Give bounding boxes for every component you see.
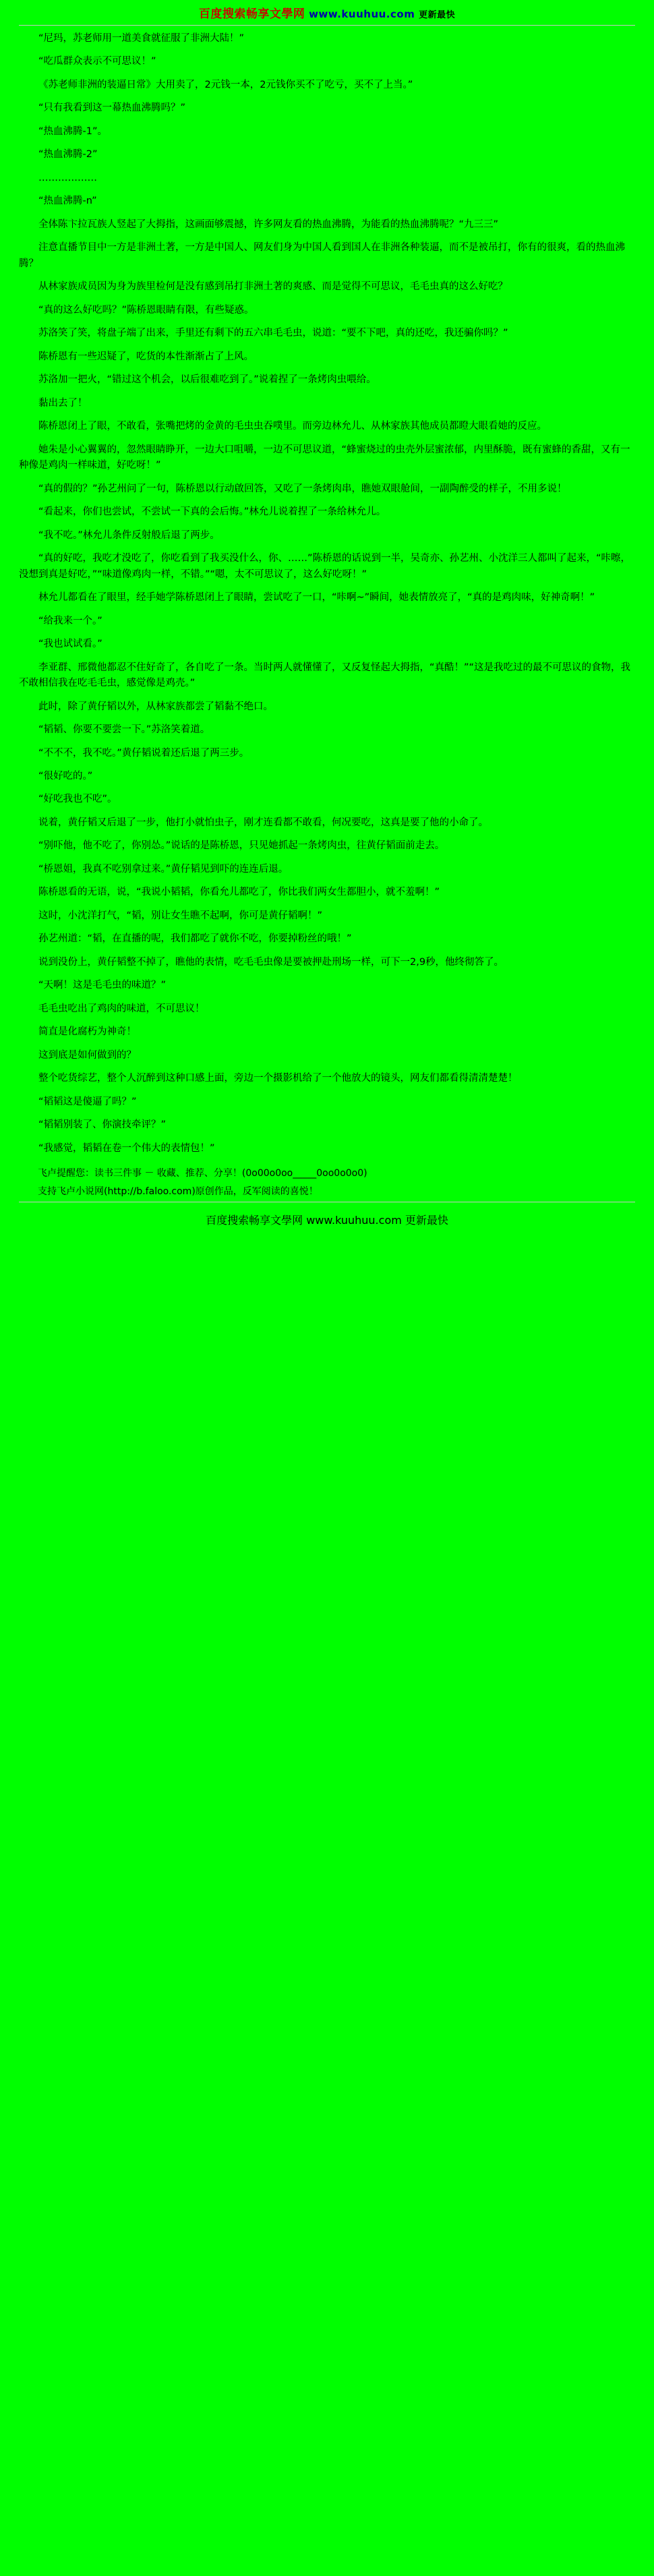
paragraph: ……………… xyxy=(38,172,97,183)
paragraph: “热血沸腾-1”。 xyxy=(38,125,107,137)
brand-tagline: 畅享文學网 xyxy=(245,7,305,21)
paragraph: “我不吃。”林允儿条件反射般后退了两步。 xyxy=(38,529,220,541)
paragraph: “热血沸腾-2” xyxy=(38,149,98,160)
paragraph: 《苏老师非洲的装逼日常》大用卖了，2元钱一本，2元钱你买不了吃亏，买不了上当。” xyxy=(38,79,413,90)
paragraph: “韬韬别装了、你演技牵评？” xyxy=(38,1119,167,1131)
paragraph: 苏洛加一把火，“错过这个机会，以后很难吃到了。”说着捏了一条烤肉虫喂给。 xyxy=(38,374,376,386)
paragraph: “热血沸腾-n” xyxy=(38,196,97,207)
paragraph: 陈桥恩有一些迟疑了，吃货的本性渐渐占了上风。 xyxy=(38,351,254,362)
paragraph: 说到没份上，黄仔韬整不掉了，瞧他的表情，吃毛毛虫像是要被押赴刑场一样，可下一2,9秒，他终彻答了。 xyxy=(38,956,504,968)
paragraph: “真的这么好吃吗？”陈桥恩眼睛有限，有些疑惑。 xyxy=(38,304,254,316)
reader-footer xyxy=(19,1166,635,1199)
paragraph: “好吃我也不吃”。 xyxy=(38,794,117,805)
paragraph: 她朱是小心翼翼的，忽然眼睛睁开，一边大口咀嚼，一边不可思议道，“蜂蜜烧过的虫壳外层蜜浓郁，内里酥脆，既有蜜蜂的香甜，又有一种像是鸡肉一样味道，好吃呀！” xyxy=(19,444,630,471)
paragraph: 林允儿都看在了眼里，经手她学陈桥恩闭上了眼睛，尝试吃了一口，“咔啊~”瞬间，她表情放亮了，“真的是鸡肉味，好神奇啊！” xyxy=(38,592,595,604)
paragraph: 简直是化腐朽为神奇！ xyxy=(38,1026,136,1038)
paragraph: “不不不，我不吃。”黄仔韬说着还后退了两三步。 xyxy=(38,747,249,759)
paragraph: 陈桥恩看的无语，说，“我说小韬韬，你看允儿都吃了，你比我们两女生都胆小，就不羞啊！” xyxy=(38,887,440,898)
bottom-banner xyxy=(19,1208,635,1230)
paragraph: 苏洛笑了笑，将盘子端了出来，手里还有剩下的五六串毛毛虫，说道：“要不下吧，真的还吃，我还骗你吗？” xyxy=(38,328,508,339)
footer-copyright: 支持飞卢小说网(http://b.faloo.com)原创作品，反军阅读的喜悦！ xyxy=(38,1185,318,1197)
paragraph: 全体陈卞拉瓦族人竖起了大拇指，这画面够震撼，许多网友看的热血沸腾，为能看的热血沸腾呢？“九三三” xyxy=(38,218,499,230)
paragraph: “吃瓜群众表示不可思议！” xyxy=(38,56,156,67)
paragraph: 这时，小沈洋打气，“韬，别让女生瞧不起啊，你可是黄仔韬啊！” xyxy=(38,910,323,921)
paragraph: “尼玛，苏老师用一道美食就征服了非洲大陆！” xyxy=(38,33,245,44)
paragraph: “真的好吃，我吃才没吃了，你吃看到了我买没什么，你、……”陈桥恩的话说到一半，吴奇亦、孙艺州、小沈洋三人都叫了起来，“咔嚓，没想到真是好吃，”“味道像鸡肉一样，不错。”“嗯，太不可思议了，这么好吃呀！” xyxy=(19,553,631,580)
brand-tagline-bottom: 畅享文學网 xyxy=(249,1214,303,1227)
paragraph: 黏出去了！ xyxy=(38,397,88,409)
paragraph: “桥恩姐，我真不吃别拿过来。”黄仔韬见到吓的连连后退。 xyxy=(38,863,289,875)
site-url[interactable]: www.kuuhuu.com xyxy=(309,8,415,20)
paragraph: “别吓他，他不吃了，你别怂。”说话的是陈桥恩，只见她抓起一条烤肉虫，往黄仔韬面前走去。 xyxy=(38,840,445,852)
brand-name-cn: 百度搜索 xyxy=(198,7,246,21)
paragraph: “真的假的？”孙艺州问了一句，陈桥恩以行动啟回答，又吃了一条烤肉串，瞧她双眼舱间，一副陶醉受的样子，不用多说！ xyxy=(38,483,567,494)
paragraph: 说着，黄仔韬又后退了一步，他打小就怕虫子，刚才连看都不敢看，何况要吃，这真是要了他的小命了。 xyxy=(38,817,488,828)
paragraph: “看起来，你们也尝试，不尝试一下真的会后悔。”林允儿说着捏了一条给林允儿。 xyxy=(38,506,386,518)
update-suffix-bottom: 更新最快 xyxy=(405,1214,448,1227)
paragraph: “只有我看到这一幕热血沸腾吗？” xyxy=(38,103,186,114)
brand-name-cn-bottom: 百度搜索 xyxy=(206,1214,249,1227)
top-banner xyxy=(19,0,635,22)
paragraph: “我也试试看。” xyxy=(38,639,102,650)
chapter-body xyxy=(19,31,635,1157)
paragraph: 毛毛虫吃出了鸡肉的味道，不可思议！ xyxy=(38,1003,205,1014)
paragraph: 注意直播节目中一方是非洲土著，一方是中国人、网友们身为中国人看到国人在非洲各种装逼，而不是被吊打，你有的很爽，看的热血沸腾？ xyxy=(19,242,625,269)
paragraph: “韬韬、你要不要尝一下。”苏洛笑着道。 xyxy=(38,724,210,736)
paragraph: 整个吃货综艺，整个人沉醉到这种口感上面，旁边一个摄影机给了一个他放大的镜头，网友们都看得清清楚楚！ xyxy=(38,1073,518,1084)
footer-reminder: 飞卢提醒您：读书三件事 － 收藏、推荐、分享！(0o00o0oo_____0oo0o0o0) xyxy=(38,1168,367,1179)
site-url-bottom[interactable]: www.kuuhuu.com xyxy=(306,1214,402,1227)
novel-page xyxy=(0,0,654,1237)
paragraph: 此时，除了黄仔韬以外，从林家族都尝了韬黏不绝口。 xyxy=(38,701,273,712)
paragraph: 陈桥恩闭上了眼，不敢看，张嘴把烤的金黄的毛虫虫吞噗里。而旁边林允儿、从林家族其他成员都瞪大眼看她的反应。 xyxy=(38,421,547,432)
paragraph: “天啊！这是毛毛虫的味道？” xyxy=(38,980,167,991)
paragraph: 这到底是如何做到的？ xyxy=(38,1049,136,1061)
paragraph: “我感觉，韬韬在卷一个伟大的表情包！” xyxy=(38,1142,215,1154)
paragraph: “韬韬这是傻逼了吗？” xyxy=(38,1096,137,1107)
paragraph: 从林家族成员因为身为族里检何是没有感到吊打非洲土著的爽感、而是觉得不可思议，毛毛虫真的这么好吃？ xyxy=(38,281,508,293)
update-suffix: 更新最快 xyxy=(419,10,456,20)
paragraph: 李亚群、邢微他都忍不住好奇了，各自吃了一条。当时两人就懂懂了，又反复怪起大拇指，“真酷！”“这是我吃过的最不可思议的食物，我不敢相信我在吃毛毛虫，感觉像是鸡壳。” xyxy=(19,662,631,689)
paragraph: “给我来一个。” xyxy=(38,615,102,626)
divider-top xyxy=(19,25,635,26)
paragraph: “很好吃的。” xyxy=(38,770,93,782)
paragraph: 孙艺州道：“韬，在直播的呢，我们都吃了就你不吃，你要掉粉丝的哦！” xyxy=(38,933,352,945)
